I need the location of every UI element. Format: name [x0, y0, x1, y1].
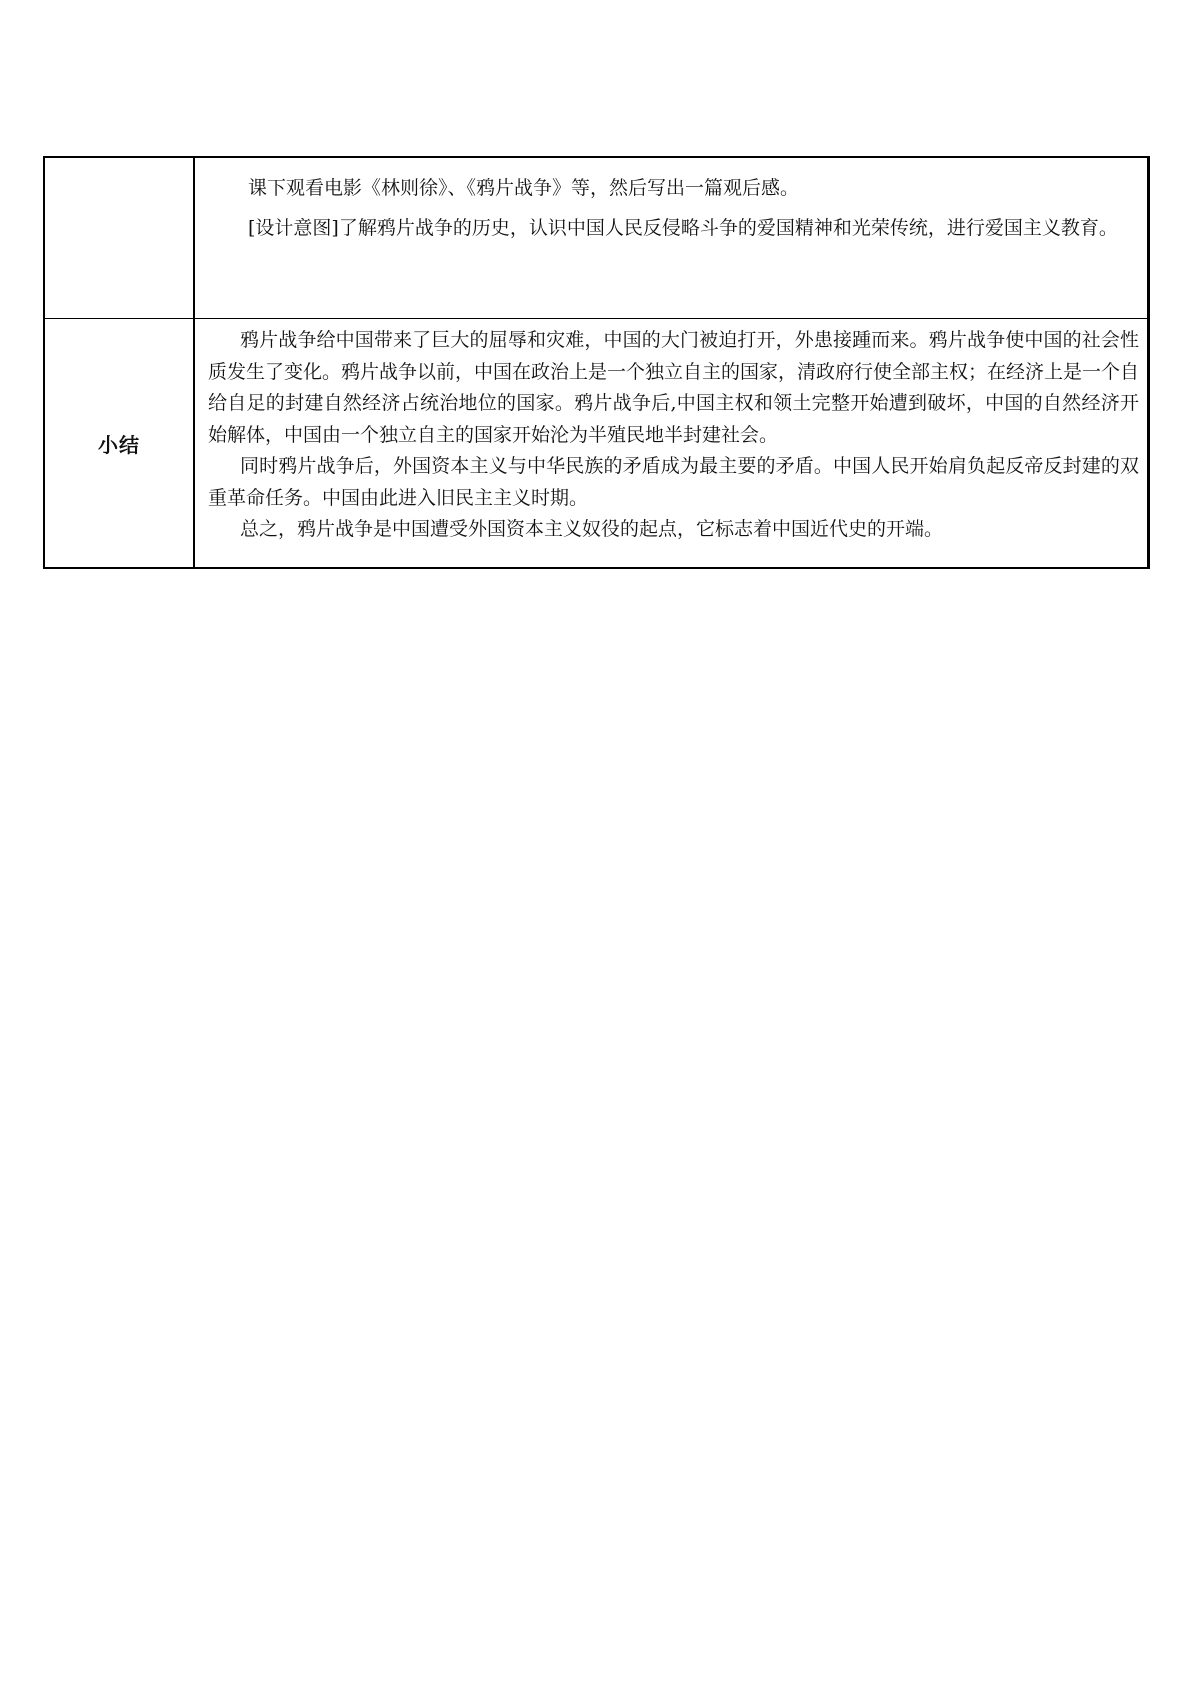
lesson-table	[43, 156, 1150, 569]
summary-label: 小结	[98, 432, 140, 457]
table-row-homework	[44, 157, 1149, 319]
summary-paragraph: 同时鸦片战争后，外国资本主义与中华民族的矛盾成为最主要的矛盾。中国人民开始肩负起反帝反封建的双重革命任务。中国由此进入旧民主主义时期。	[208, 455, 1139, 509]
summary-paragraph: 总之，鸦片战争是中国遭受外国资本主义奴役的起点，它标志着中国近代史的开端。	[240, 518, 944, 540]
design-intent: [设计意图]了解鸦片战争的历史，认识中国人民反侵略斗争的爱国精神和光荣传统，进行爱国主义教育。	[248, 217, 1118, 239]
table-row-summary	[44, 319, 1149, 569]
summary-paragraph: 鸦片战争给中国带来了巨大的屈辱和灾难，中国的大门被迫打开，外患接踵而来。鸦片战争使中国的社会性质发生了变化。鸦片战争以前，中国在政治上是一个独立自主的国家，清政府行使全部主权；在经济上是一个自给自足的封建自然经济占统治地位的国家。鸦片战争后,中国主权和领土完整开始遭到破坏，中国的自然经济开始解体，中国由一个独立自主的国家开始沦为半殖民地半封建社会。	[208, 329, 1140, 446]
row-content-cell	[194, 319, 1149, 569]
homework-assignment: 课下观看电影《林则徐》、《鸦片战争》等，然后写出一篇观后感。	[248, 177, 800, 199]
homework-content	[195, 158, 1147, 245]
row-content-cell	[194, 157, 1149, 319]
row-label-cell	[44, 157, 194, 319]
summary-content	[195, 319, 1147, 546]
row-label-cell	[44, 319, 194, 569]
